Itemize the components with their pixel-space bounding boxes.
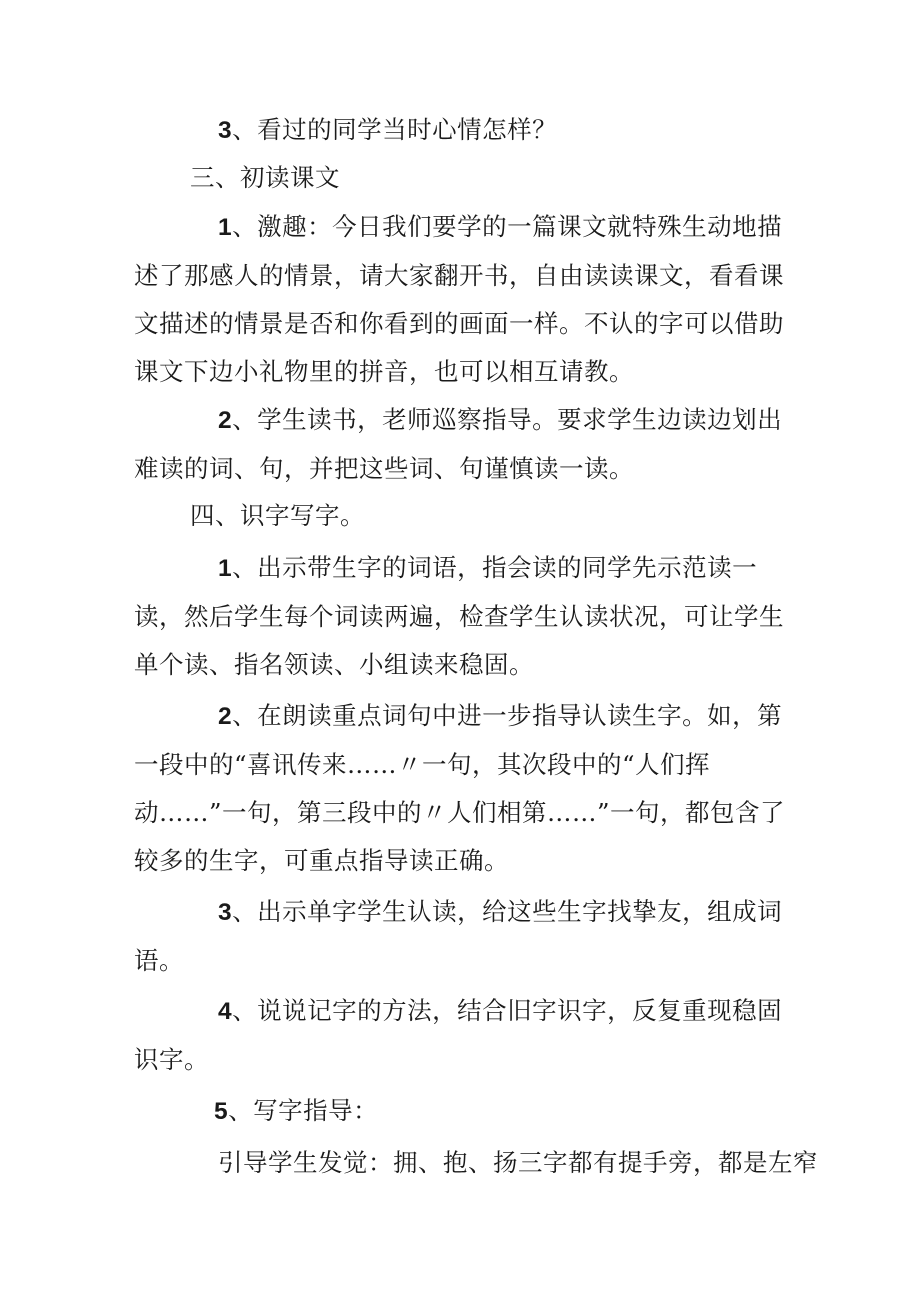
item-number: 3 [218, 899, 233, 926]
paragraph-8 [134, 888, 796, 985]
paragraph-10 [134, 1087, 796, 1136]
paragraph-text: 、激趣：今日我们要学的一篇课文就特殊生动地描述了那感人的情景，请大家翻开书，自由读读课文，看看课文描述的情景是否和你看到的画面一样。不认的字可以借助课文下边小礼物里的拼音，也可以相互请教。 [134, 212, 784, 386]
paragraph-text: 、看过的同学当时心情怎样？ [232, 115, 558, 144]
paragraph-11 [134, 1139, 818, 1187]
section-heading-4 [134, 492, 796, 540]
item-number: 1 [218, 214, 233, 241]
item-number: 1 [218, 555, 233, 582]
item-number: 2 [218, 407, 233, 434]
paragraph-4 [134, 396, 796, 493]
paragraph-text: 、说说记字的方法，结合旧字识字，反复重现稳固识字。 [134, 996, 783, 1074]
item-number: 5 [214, 1098, 229, 1125]
item-number: 2 [218, 703, 233, 730]
paragraph-9 [134, 987, 796, 1084]
paragraph-text: 、在朗读重点词句中进一步指导认读生字。如，第一段中的“喜讯传来……〃一句，其次段中的“人们挥动……”一句，第三段中的〃人们相第……”一句，都包含了较多的生字，可重点指导读正确。 [134, 701, 786, 875]
paragraph-text: 、出示单字学生认读，给这些生字找挚友，组成词语。 [134, 897, 783, 975]
item-number: 4 [218, 998, 233, 1025]
section-heading-text: 三、初读课文 [190, 163, 340, 192]
section-heading-3 [134, 154, 796, 202]
paragraph-1 [134, 106, 796, 155]
paragraph-7 [134, 692, 796, 885]
paragraph-6 [134, 544, 796, 689]
paragraph-text: 、学生读书，老师巡察指导。要求学生边读边划出难读的词、句，并把这些词、句谨慎读一读。 [134, 405, 783, 483]
paragraph-text: 引导学生发觉：拥、抱、扬三字都有提手旁，都是左窄 [218, 1148, 818, 1177]
paragraph-text: 、出示带生字的词语，指会读的同学先示范读一读，然后学生每个词读两遍，检查学生认读状况，可让学生单个读、指名领读、小组读来稳固。 [134, 553, 784, 679]
section-heading-text: 四、识字写字。 [190, 501, 365, 530]
paragraph-text: 、写字指导： [228, 1096, 379, 1125]
paragraph-3 [134, 203, 796, 396]
item-number: 3 [218, 117, 233, 144]
